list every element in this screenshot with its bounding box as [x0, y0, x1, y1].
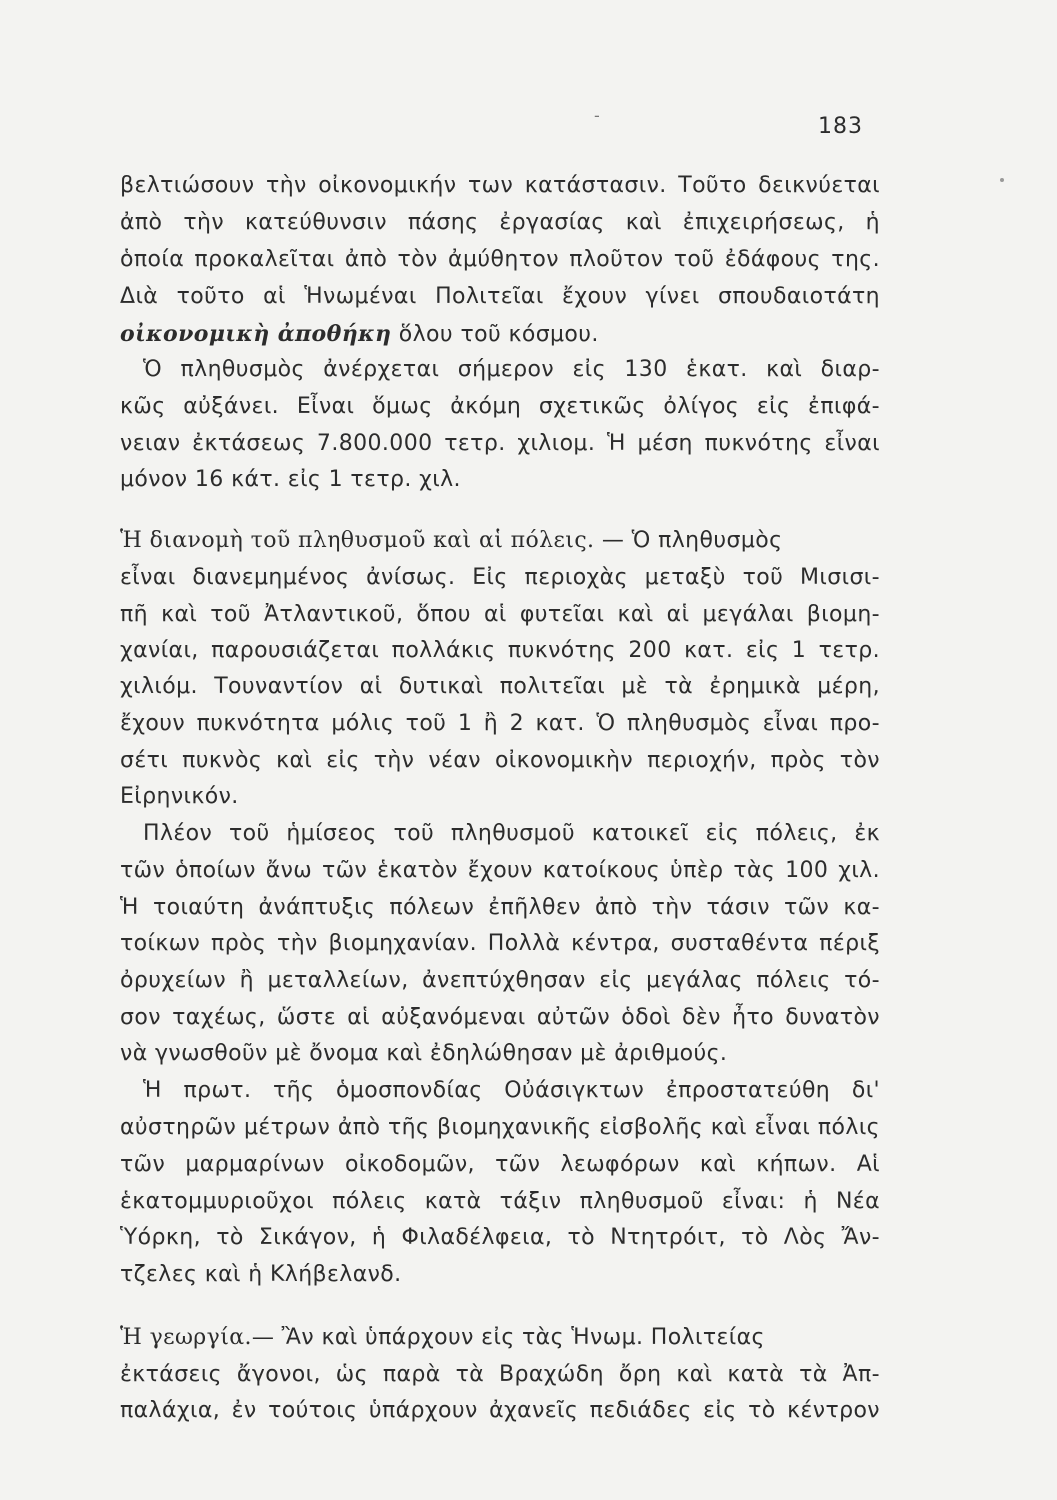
text-line: σέτι πυκνὸς καὶ εἰς τὴν νέαν οἰκονομικὴν περιοχήν, πρὸς τὸν	[120, 748, 880, 773]
text-line: σον ταχέως, ὥστε αἱ αὐξανόμεναι αὐτῶν ὁδοὶ δὲν ἦτο δυνατὸν	[120, 1005, 880, 1030]
text-line: Ὁ πληθυσμὸς ἀνέρχεται σήμερον εἰς 130 ἑκατ. καὶ διαρ-	[143, 357, 880, 382]
text-line: Πλέον τοῦ ἡμίσεος τοῦ πληθυσμοῦ κατοικεῖ εἰς πόλεις, ἐκ	[143, 821, 880, 846]
text-line: Ἡ πρωτ. τῆς ὁμοσπονδίας Οὐάσιγκτων ἐπροστατεύθη δι'	[143, 1078, 880, 1103]
text-line: Ὑόρκη, τὸ Σικάγον, ἡ Φιλαδέλφεια, τὸ Ντητρόιτ, τὸ Λὸς Ἄν-	[120, 1225, 880, 1250]
dash-mark: -	[594, 106, 600, 125]
heading-agriculture: Ἡ γεωργία.—	[120, 1325, 275, 1350]
text-line: ὁποία προκαλεῖται ἀπὸ τὸν ἀμύθητον πλοῦτον τοῦ ἐδάφους της.	[120, 247, 880, 272]
text-line: Εἰρηνικόν.	[120, 784, 239, 809]
text-line: ὀρυχείων ἢ μεταλλείων, ἀνεπτύχθησαν εἰς μεγάλας πόλεις τό-	[120, 968, 880, 993]
text-line: τοίκων πρὸς τὴν βιομηχανίαν. Πολλὰ κέντρα, συσταθέντα πέριξ	[120, 931, 880, 956]
emphasis-economic-storehouse: οἰκονομικὴ ἀποθήκη	[120, 321, 392, 347]
text-line	[120, 320, 880, 349]
text-line: βελτιώσουν τὴν οἰκονομικήν των κατάστασιν. Τοῦτο δεικνύεται	[120, 173, 880, 198]
text-line: τζελες καὶ ἡ Κλήβελανδ.	[120, 1262, 402, 1287]
text-line: ἔχουν πυκνότητα μόλις τοῦ 1 ἢ 2 κατ. Ὁ πληθυσμὸς εἶναι προ-	[120, 711, 880, 736]
text-line	[120, 1324, 880, 1352]
text-line: τῶν μαρμαρίνων οἰκοδομῶν, τῶν λεωφόρων καὶ κήπων. Αἱ	[120, 1152, 880, 1177]
text-line: μόνον 16 κάτ. εἰς 1 τετρ. χιλ.	[120, 467, 461, 492]
text-fragment: ὅλου τοῦ κόσμου.	[398, 322, 599, 347]
text-line: εἶναι διανεμημένος ἀνίσως. Εἰς περιοχὰς μεταξὺ τοῦ Μισισι-	[120, 565, 880, 590]
text-line	[120, 527, 880, 555]
text-line: Διὰ τοῦτο αἱ Ἡνωμέναι Πολιτεῖαι ἔχουν γίνει σπουδαιοτάτη	[120, 284, 880, 309]
text-line: Ἡ τοιαύτη ἀνάπτυξις πόλεων ἐπῆλθεν ἀπὸ τὴν τάσιν τῶν κα-	[120, 895, 880, 920]
text-fragment: — Ὁ πληθυσμὸς	[601, 528, 783, 553]
speck	[1000, 178, 1004, 182]
text-line: νὰ γνωσθοῦν μὲ ὄνομα καὶ ἐδηλώθησαν μὲ ἀριθμούς.	[120, 1041, 728, 1066]
text-line: τῶν ὁποίων ἄνω τῶν ἑκατὸν ἔχουν κατοίκους ὑπὲρ τὰς 100 χιλ.	[120, 858, 880, 883]
text-line: κῶς αὐξάνει. Εἶναι ὅμως ἀκόμη σχετικῶς ὀλίγος εἰς ἐπιφά-	[120, 394, 880, 419]
text-line: χανίαι, παρουσιάζεται πολλάκις πυκνότης 200 κατ. εἰς 1 τετρ.	[120, 638, 880, 663]
text-line: χιλιόμ. Τουναντίον αἱ δυτικαὶ πολιτεῖαι μὲ τὰ ἐρημικὰ μέρη,	[120, 674, 880, 699]
text-line: ἀπὸ τὴν κατεύθυνσιν πάσης ἐργασίας καὶ ἐπιχειρήσεως, ἡ	[120, 210, 880, 235]
text-line: αὐστηρῶν μέτρων ἀπὸ τῆς βιομηχανικῆς εἰσβολῆς καὶ εἶναι πόλις	[120, 1115, 880, 1140]
heading-distribution: Ἡ διανομὴ τοῦ πληθυσμοῦ καὶ αἱ πόλεις.	[120, 528, 595, 553]
text-fragment: Ἂν καὶ ὑπάρχουν εἰς τὰς Ἡνωμ. Πολιτείας	[281, 1325, 765, 1350]
text-line: ἐκτάσεις ἄγονοι, ὡς παρὰ τὰ Βραχώδη ὄρη καὶ κατὰ τὰ Ἀπ-	[120, 1362, 880, 1387]
text-line: πῆ καὶ τοῦ Ἀτλαντικοῦ, ὅπου αἱ φυτεῖαι καὶ αἱ μεγάλαι βιομη-	[120, 602, 880, 627]
text-line: ἑκατομμυριοῦχοι πόλεις κατὰ τάξιν πληθυσμοῦ εἶναι: ἡ Νέα	[120, 1189, 880, 1214]
text-line: νειαν ἐκτάσεως 7.800.000 τετρ. χιλιομ. Ἡ μέση πυκνότης εἶναι	[120, 431, 880, 456]
page-number: 183	[818, 114, 863, 139]
text-line: παλάχια, ἐν τούτοις ὑπάρχουν ἀχανεῖς πεδιάδες εἰς τὸ κέντρον	[120, 1398, 880, 1423]
